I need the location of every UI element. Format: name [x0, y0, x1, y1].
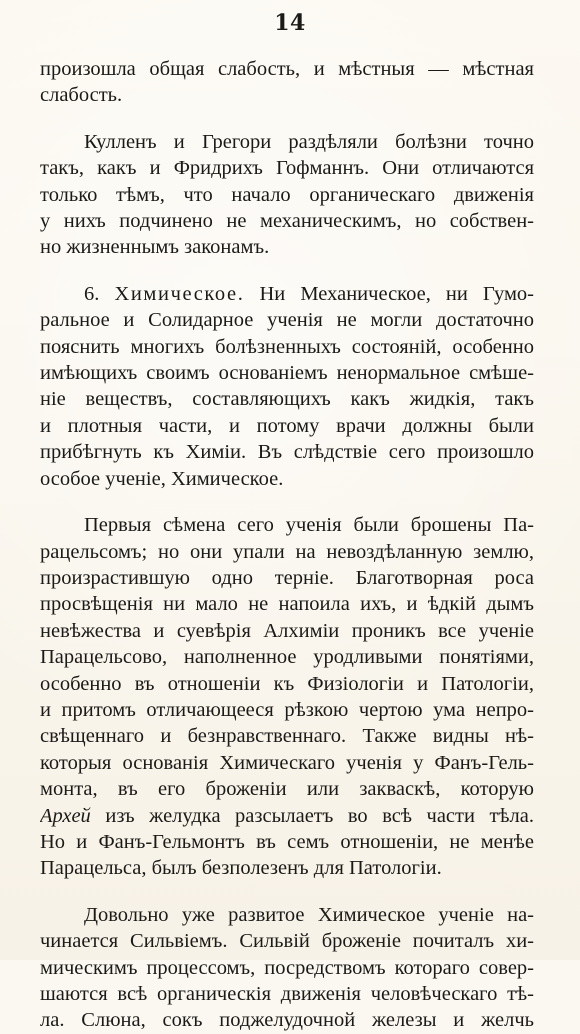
text-line: Но и Фанъ-Гельмонтъ въ семъ отношеніи, не менѣе: [40, 830, 534, 853]
paragraph-gap: [40, 261, 534, 281]
paragraph-4: [40, 512, 534, 882]
text-line: произрастившую одно терніе. Благотворная роса: [40, 566, 534, 589]
text-line: свѣщеннаго и безнравственнаго. Также видны нѣ-: [40, 725, 534, 748]
text-line: пояснить многихъ болѣзненныхъ состояній, особенно: [40, 335, 534, 358]
paragraph-gap: [40, 492, 534, 512]
text-line: Парацельсово, наполненное уродливыми понятіями,: [40, 646, 534, 669]
text-line: Первыя сѣмена сего ученія были брошены Па-: [84, 514, 534, 537]
section-number: 6.: [84, 282, 100, 305]
text-line: Кулленъ и Грегори раздѣляли болѣзни точно: [84, 130, 534, 153]
text-line: Ни Механическое, ни Гумо-: [244, 282, 534, 305]
text-line: просвѣщенія ни мало не напоила ихъ, и ѣдкій дымъ: [40, 593, 534, 616]
paragraph-2: [40, 129, 534, 261]
heading-line: [40, 281, 534, 307]
page-number: 14: [274, 10, 306, 36]
text-line: чинается Сильвіемъ. Сильвій броженіе почиталъ хи-: [40, 930, 534, 953]
text-line: имѣющихъ своимъ основаніемъ ненормальное смѣше-: [40, 362, 534, 385]
text-line: такъ, какъ и Фридрихъ Гофманнъ. Они отличаются: [40, 157, 534, 180]
text-line: произошла общая слабость, и мѣстныя — мѣстная: [40, 58, 534, 80]
text-line: рацельсомъ; но они упали на невоздѣланную землю,: [40, 540, 534, 563]
text-line: только тѣмъ, что начало органическаго движенія: [40, 183, 534, 206]
text-line: Довольно уже развитое Химическое ученіе на-: [84, 903, 534, 926]
text-line: и плотныя части, и потому врачи должны были: [40, 414, 534, 437]
italic-word: Архей: [40, 804, 91, 827]
text-line: но жизненнымъ законамъ.: [40, 236, 270, 259]
text-line: у нихъ подчинено не механическимъ, но собствен-: [40, 210, 534, 233]
paragraph-3: [40, 281, 534, 492]
text-line: шаются всѣ органическія движенія человѣческаго тѣ-: [40, 983, 534, 1005]
paragraph-1: [40, 56, 534, 109]
text-line: изъ желудка разсылаетъ во всѣ части тѣла.: [105, 804, 534, 827]
text-line: Парацельса, былъ безполезенъ для Патологіи.: [40, 857, 442, 880]
text-line: невѣжества и суевѣрія Алхиміи проникъ все ученіе: [40, 619, 534, 642]
text-line: и притомъ отличающееся рѣзкою чертою ума непро-: [40, 698, 534, 721]
section-heading: Химическое.: [114, 282, 245, 305]
text-line: особое ученіе, Химическое.: [40, 467, 284, 490]
text-line: монта, въ его броженіи или закваскѣ, которую: [40, 778, 534, 801]
paragraph-5: [40, 902, 534, 1034]
paragraph-gap: [40, 109, 534, 129]
text-line: ла. Слюна, сокъ поджелудочной железы и желчь: [40, 1009, 534, 1032]
text-line: мическимъ процессомъ, посредствомъ котораго совер-: [40, 956, 534, 979]
text-line-with-italic: [40, 803, 534, 829]
text-line: ральное и Солидарное ученія не могли достаточно: [40, 309, 534, 332]
text-line: особенно въ отношеніи къ Физіологіи и Патологіи,: [40, 672, 534, 695]
text-line: которыя основанія Химическаго ученія у Фанъ-Гель-: [40, 751, 534, 774]
text-line: слабость.: [40, 84, 123, 107]
text-line: ніе веществъ, составляющихъ какъ жидкія, такъ: [40, 388, 534, 411]
paragraph-gap: [40, 882, 534, 902]
text-line: прибѣгнуть къ Химіи. Въ слѣдствіе сего произошло: [40, 441, 534, 464]
page-body: [40, 56, 534, 1034]
